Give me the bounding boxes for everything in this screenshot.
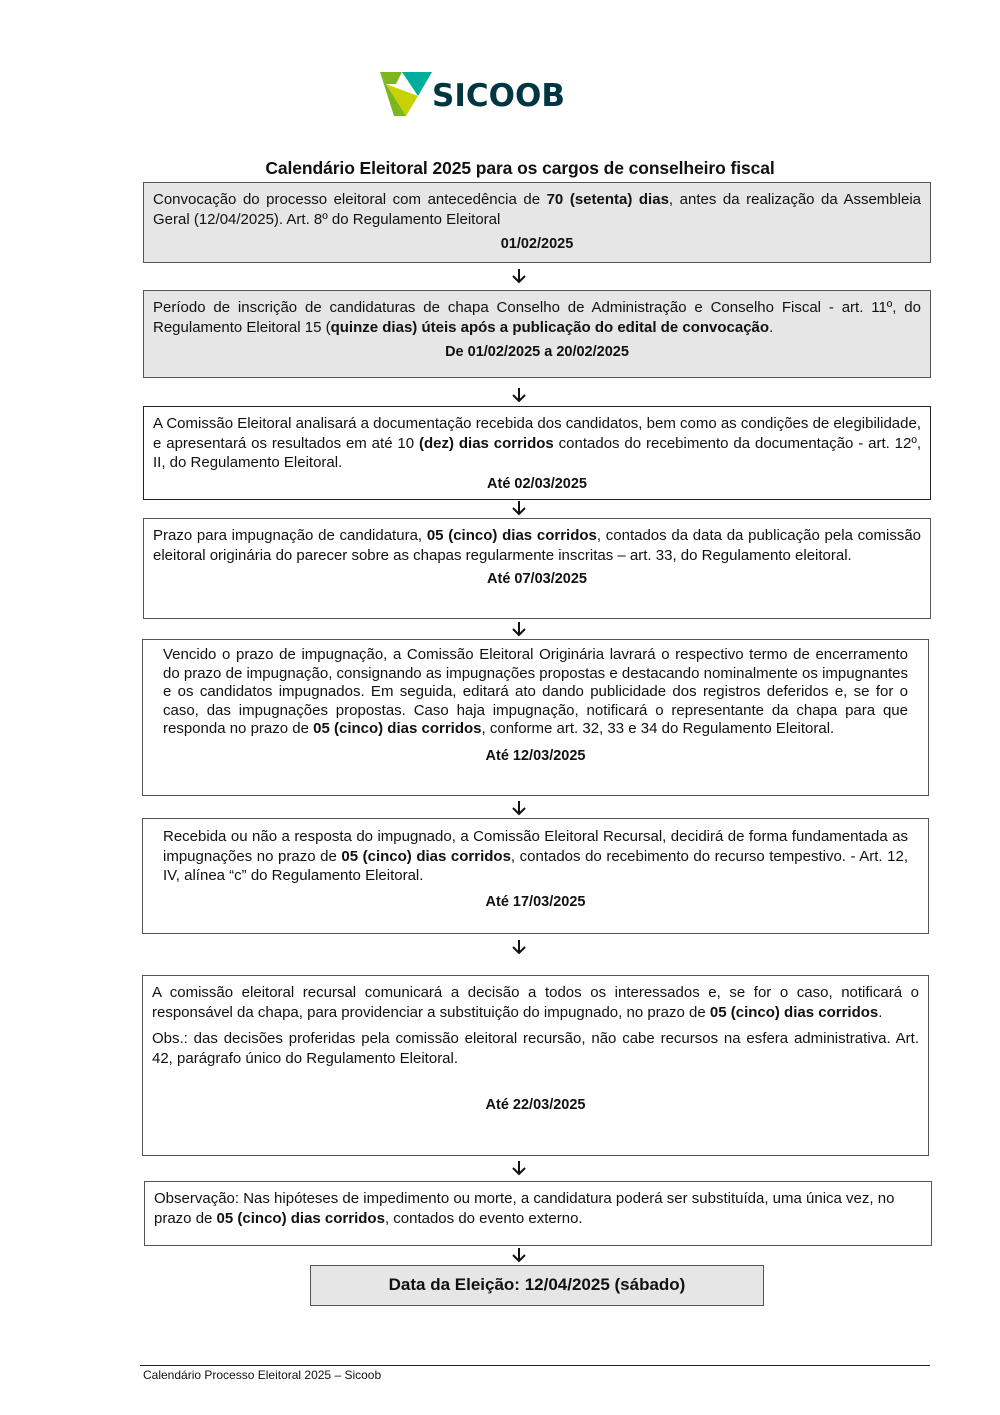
body-text: , contados do recebimento do recurso tempestivo. - Art. 12, IV, alínea “c” do Regulamento Eleitoral. (163, 847, 908, 884)
body-text: Período de inscrição de candidaturas de chapa Conselho de Administração e Conselho Fiscal - art. 11º, do Regulamento Eleitoral 15 ( (153, 299, 921, 336)
arrow-down-icon (509, 387, 529, 403)
emphasis-text: 05 (cinco) dias corridos (341, 847, 511, 865)
step-date: De 01/02/2025 a 20/02/2025 (445, 344, 629, 360)
sicoob-logo (380, 70, 580, 118)
emphasis-text: (dez) dias corridos (418, 434, 554, 452)
step-date: Até 02/03/2025 (487, 475, 587, 492)
step-text (154, 1189, 922, 1228)
body-text: . (769, 318, 774, 336)
body-text: Recebida ou não a resposta do impugnado, a Comissão Eleitoral Recursal, decidirá de forma fundamentada as impugnações no prazo de (163, 828, 908, 865)
step-text (163, 646, 908, 739)
body-text: contados do recebimento da documentação - art. 12º, II, do Regulamento Eleitoral. (153, 434, 922, 471)
step-date: Até 12/03/2025 (485, 747, 586, 764)
body-text: Vencido o prazo de impugnação, a Comissão Eleitoral Originária lavrará o respectivo termo de encerramento do prazo de impugnação, consignando as impugnações propostas e destacando nominalmente os impugnantes e os candidatos impugnados. Em seguida, editará ato dando publicidade dos registros deferidos e, se for o caso, das impugnações propostas. Caso haja impugnação, notificará o representante da chapa para que responda no prazo de (163, 646, 908, 737)
emphasis-text: 05 (cinco) dias corridos (313, 720, 482, 737)
body-text: A Comissão Eleitoral analisará a documentação recebida dos candidatos, bem como as condições de elegibilidade, e apresentará os resultados em até 10 (153, 415, 921, 452)
step-4-box (143, 518, 931, 619)
step-7-box (142, 975, 929, 1156)
step-date: 01/02/2025 (500, 236, 574, 252)
body-text: , contados do evento externo. (384, 1209, 583, 1227)
step-5-box (142, 639, 929, 796)
body-text: , antes da realização da Assembleia Geral (12/04/2025). Art. 8º do Regulamento Eleitoral (153, 191, 921, 228)
emphasis-text: 70 (setenta) dias (546, 191, 669, 208)
step-1-box (143, 182, 931, 263)
emphasis-text: quinze dias) úteis após a publicação do edital de convocação (330, 318, 770, 336)
step-text (153, 526, 921, 565)
page-title: Calendário Eleitoral 2025 para os cargos de conselheiro fiscal (265, 158, 775, 178)
step-note: Obs.: das decisões proferidas pela comissão eleitoral recursão, não cabe recursos na esfera administrativa. Art. 42, parágrafo único do Regulamento Eleitoral. (152, 1030, 919, 1067)
arrow-down-icon (509, 800, 529, 816)
step-text (163, 827, 908, 886)
emphasis-text: 05 (cinco) dias corridos (216, 1209, 385, 1227)
step-text (153, 414, 921, 473)
step-date: Até 22/03/2025 (485, 1097, 586, 1113)
body-text: Observação: Nas hipóteses de impedimento ou morte, a candidatura poderá ser substituída, uma única vez, no prazo de (154, 1190, 895, 1227)
arrow-down-icon (509, 1160, 529, 1176)
election-date-box: Data da Eleição: 12/04/2025 (sábado) (310, 1265, 764, 1306)
step-date: Até 07/03/2025 (487, 571, 587, 587)
observation-box (144, 1181, 932, 1246)
arrow-down-icon (509, 268, 529, 284)
body-text: , conforme art. 32, 33 e 34 do Regulamento Eleitoral. (481, 720, 835, 737)
step-3-box (143, 406, 931, 500)
arrow-down-icon (509, 1247, 529, 1263)
arrow-down-icon (509, 621, 529, 637)
arrow-down-icon (509, 939, 529, 955)
body-text: . (878, 1003, 883, 1021)
body-text: , contados da data da publicação pela comissão eleitoral originária do parecer sobre as chapas regularmente inscritas – art. 33, do Regulamento eleitoral. (153, 527, 921, 564)
footer-divider (140, 1365, 930, 1366)
emphasis-text: 05 (cinco) dias corridos (426, 527, 597, 544)
footer-text: Calendário Processo Eleitoral 2025 – Sicoob (143, 1368, 382, 1382)
emphasis-text: 05 (cinco) dias corridos (709, 1003, 879, 1021)
body-text: Prazo para impugnação de candidatura, (153, 527, 427, 544)
step-date: Até 17/03/2025 (485, 893, 586, 910)
step-text (152, 983, 919, 1022)
step-text (153, 298, 921, 337)
logo-text: SICOOB (432, 78, 565, 114)
step-text (153, 190, 921, 229)
step-6-box (142, 818, 929, 934)
step-2-box (143, 290, 931, 378)
arrow-down-icon (509, 500, 529, 516)
body-text: Convocação do processo eleitoral com antecedência de (153, 191, 547, 208)
body-text: A comissão eleitoral recursal comunicará a decisão a todos os interessados e, se for o caso, notificará o responsável da chapa, para providenciar a substituição do impugnado, no prazo de (152, 984, 919, 1021)
